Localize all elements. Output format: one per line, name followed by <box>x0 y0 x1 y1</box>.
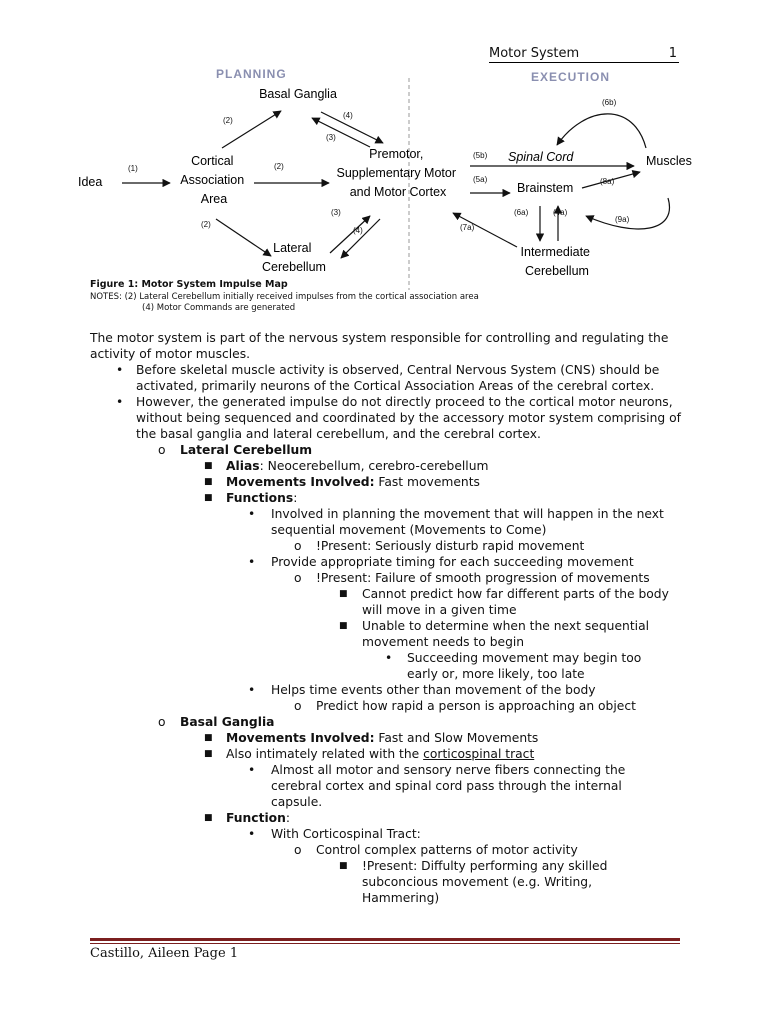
edge-label-3b: (3) <box>331 208 341 217</box>
list-item <box>90 490 690 506</box>
node-premotor-line3: and Motor Cortex <box>349 185 447 199</box>
footer-rule <box>90 938 680 941</box>
section-title: Basal Ganglia <box>180 715 275 729</box>
node-lateral-line1: Lateral <box>273 241 312 255</box>
list-item <box>90 858 652 906</box>
edge-label-2b: (2) <box>274 162 284 171</box>
item-text: !Present: Failure of smooth progression of movements <box>316 571 650 585</box>
item-text: Predict how rapid a person is approaching an object <box>316 699 636 713</box>
list-item <box>90 474 690 490</box>
item-text: Control complex patterns of motor activity <box>316 843 578 857</box>
square-marker: ■ <box>339 589 348 599</box>
list-item <box>90 810 690 826</box>
edge-label-3a: (3) <box>326 133 336 142</box>
item-text: Provide appropriate timing for each succeeding movement <box>271 555 634 569</box>
list-item <box>90 554 690 570</box>
circle-marker: o <box>294 539 302 553</box>
node-premotor <box>337 147 460 199</box>
edge-label-2a: (2) <box>223 116 233 125</box>
bullet-text: Before skeletal muscle activity is observed, Central Nervous System (CNS) should be activated, primarily neurons of the Cortical Association Areas of the cerebral cortex. <box>136 363 660 393</box>
item-text: Succeeding movement may begin too early or, more likely, too late <box>407 651 642 681</box>
corticospinal-tract-link[interactable]: corticospinal tract <box>423 747 535 761</box>
item-text: Unable to determine when the next sequential movement needs to begin <box>362 619 650 649</box>
list-item <box>90 538 690 554</box>
square-marker: ■ <box>204 461 213 471</box>
section-lateral-cerebellum <box>90 442 690 458</box>
figure-notes <box>90 292 479 314</box>
edge-label-4b: (4) <box>353 226 363 235</box>
edge-label-5a: (5a) <box>473 175 488 184</box>
item-text: Cannot predict how far different parts of the body will move in a given time <box>362 587 669 617</box>
node-cortical-line3: Area <box>200 192 228 206</box>
intro-paragraph: The motor system is part of the nervous system responsible for controlling and regulating the activity of motor muscles. <box>90 331 669 361</box>
circle-marker: o <box>158 715 166 729</box>
bullet-marker: • <box>248 555 256 569</box>
item-value: : <box>285 811 291 825</box>
execution-label: EXECUTION <box>531 70 611 84</box>
bullet-item <box>90 394 690 442</box>
bullet-marker: • <box>385 651 393 665</box>
section-basal-ganglia <box>90 714 690 730</box>
section-title: Lateral Cerebellum <box>180 443 313 457</box>
node-brainstem: Brainstem <box>517 181 574 195</box>
list-item <box>90 458 690 474</box>
list-item <box>90 570 690 586</box>
node-lateral-line2: Cerebellum <box>262 260 326 274</box>
square-marker: ■ <box>204 733 213 743</box>
item-text: Involved in planning the movement that will happen in the next sequential movement (Movements to Come) <box>271 507 664 537</box>
square-marker: ■ <box>339 861 348 871</box>
list-item <box>90 650 647 682</box>
edge-label-7a: (7a) <box>460 223 475 232</box>
list-item <box>90 746 690 762</box>
item-value: : <box>293 491 298 505</box>
bullet-marker: • <box>248 507 256 521</box>
node-intermediate-line2: Cerebellum <box>525 264 589 278</box>
arrow-muscles-intermediate-loop <box>586 198 669 229</box>
circle-marker: o <box>294 843 302 857</box>
item-label: Movements Involved: <box>226 475 375 489</box>
list-item <box>90 506 690 538</box>
node-lateral-cerebellum <box>262 241 326 274</box>
item-value: Fast and Slow Movements <box>374 731 539 745</box>
item-text: Helps time events other than movement of the body <box>271 683 596 697</box>
item-text: !Present: Diffulty performing any skilled subconcious movement (e.g. Writing, Hammering) <box>362 859 608 905</box>
figure-note-2: (4) Motor Commands are generated <box>142 303 296 313</box>
item-label: Functions <box>226 491 294 505</box>
circle-marker: o <box>158 443 166 457</box>
node-cortical-line1: Cortical <box>191 154 234 168</box>
item-text: Almost all motor and sensory nerve fibers connecting the cerebral cortex and spinal cord pass through the internal capsule. <box>271 763 626 809</box>
circle-marker: o <box>294 699 302 713</box>
node-intermediate-cerebellum <box>521 245 594 278</box>
footer-text: Castillo, Aileen Page 1 <box>90 946 239 961</box>
node-basal-ganglia: Basal Ganglia <box>259 87 337 101</box>
bullet-item <box>90 362 690 394</box>
edge-label-4c: (4a) <box>553 208 568 217</box>
item-value: Fast movements <box>374 475 480 489</box>
node-cortical-line2: Association <box>180 173 245 187</box>
item-text: !Present: Seriously disturb rapid movement <box>316 539 585 553</box>
node-spinal-cord: Spinal Cord <box>508 150 574 164</box>
edge-label-4a: (4) <box>343 111 353 120</box>
arrow-muscles-spinal-loop <box>557 114 646 148</box>
header-title-text: Motor System <box>489 46 580 61</box>
bullet-text: However, the generated impulse do not directly proceed to the cortical motor neurons, without being sequenced and coordinated by the accessory motor system comprising of the basal ganglia and lateral cerebellum, and the cerebral cortex. <box>136 395 681 441</box>
document-body <box>90 330 690 906</box>
list-item <box>90 682 690 698</box>
edge-label-1: (1) <box>128 164 138 173</box>
bullet-marker: • <box>116 395 124 409</box>
node-premotor-line2: Supplementary Motor <box>336 166 457 180</box>
bullet-marker: • <box>248 763 256 777</box>
node-premotor-line1: Premotor, <box>369 147 424 161</box>
node-intermediate-line1: Intermediate <box>520 245 590 259</box>
edge-label-5b: (5b) <box>473 151 488 160</box>
motor-system-impulse-map <box>0 0 768 300</box>
figure-note-1: NOTES: (2) Lateral Cerebellum initially received impulses from the cortical association area <box>90 292 479 302</box>
square-marker: ■ <box>204 813 213 823</box>
node-cortical <box>180 154 247 206</box>
planning-label: PLANNING <box>216 67 287 81</box>
edge-label-8a: (8a) <box>600 177 615 186</box>
item-text: With Corticospinal Tract: <box>271 827 421 841</box>
square-marker: ■ <box>204 493 213 503</box>
bullet-marker: • <box>116 363 124 377</box>
list-item <box>90 762 651 810</box>
item-label: Function <box>226 811 286 825</box>
footer-rule-thin <box>90 943 680 944</box>
arrow-cortical-lateral <box>216 219 271 256</box>
item-text: Also intimately related with the <box>226 747 424 761</box>
edge-label-2c: (2) <box>201 220 211 229</box>
list-item <box>90 586 690 618</box>
circle-marker: o <box>294 571 302 585</box>
bullet-marker: • <box>248 827 256 841</box>
list-item <box>90 730 690 746</box>
edge-label-6a: (6a) <box>514 208 529 217</box>
item-value: : Neocerebellum, cerebro-cerebellum <box>259 459 489 473</box>
figure-caption: Figure 1: Motor System Impulse Map <box>90 279 288 290</box>
list-item <box>90 826 690 842</box>
square-marker: ■ <box>204 749 213 759</box>
list-item <box>90 698 690 714</box>
item-label: Movements Involved: <box>226 731 375 745</box>
list-item <box>90 618 690 650</box>
square-marker: ■ <box>339 621 348 631</box>
header-page-number: 1 <box>668 46 677 61</box>
square-marker: ■ <box>204 477 213 487</box>
edge-label-6b: (6b) <box>602 98 617 107</box>
item-label: Alias <box>226 459 260 473</box>
edge-label-9a: (9a) <box>615 215 630 224</box>
list-item <box>90 842 690 858</box>
node-idea: Idea <box>78 175 103 189</box>
bullet-marker: • <box>248 683 256 697</box>
node-muscles: Muscles <box>646 154 692 168</box>
